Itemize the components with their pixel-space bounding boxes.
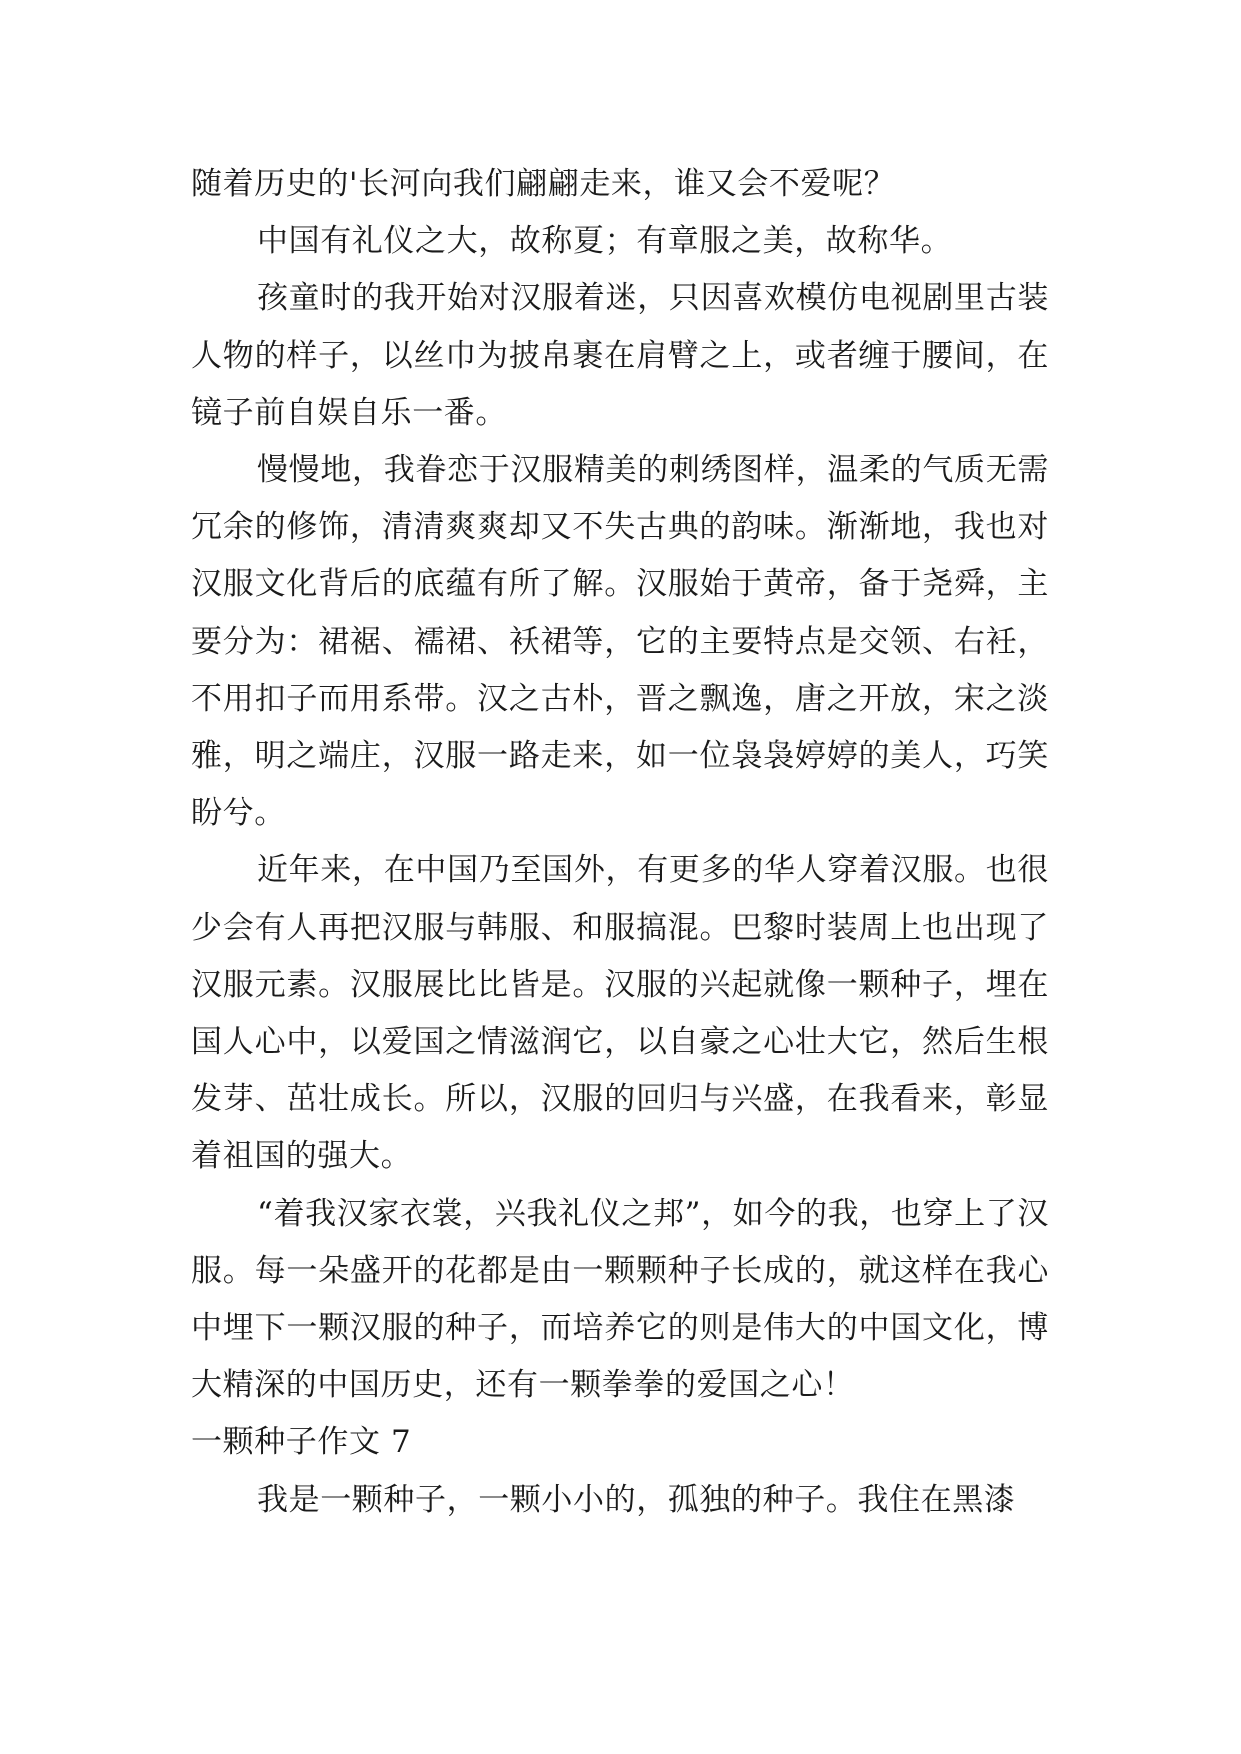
document-body — [191, 156, 1049, 1529]
paragraph-3: 孩童时的我开始对汉服着迷，只因喜欢模仿电视剧里古装人物的样子，以丝巾为披帛裹在肩臂之上，或者缠于腰间，在镜子前自娱自乐一番。 — [191, 280, 1049, 431]
paragraph-2: 中国有礼仪之大，故称夏；有章服之美，故称华。 — [257, 223, 953, 260]
paragraph-6: “着我汉家衣裳，兴我礼仪之邦”，如今的我，也穿上了汉服。每一朵盛开的花都是由一颗颗种子长成的，就这样在我心中埋下一颗汉服的种子，而培养它的则是伟大的中国文化，博大精深的中国历史，还有一颗拳拳的爱国之心！ — [191, 1195, 1049, 1404]
closing-paragraph: 我是一颗种子，一颗小小的，孤独的种子。我住在黑漆 — [257, 1481, 1016, 1518]
paragraph-4: 慢慢地，我眷恋于汉服精美的刺绣图样，温柔的气质无需冗余的修饰，清清爽爽却又不失古典的韵味。渐渐地，我也对汉服文化背后的底蕴有所了解。汉服始于黄帝，备于尧舜，主要分为：裙裾、襦裙、袄裙等，它的主要特点是交领、右衽，不用扣子而用系带。汉之古朴，晋之飘逸，唐之开放，宋之淡雅，明之端庄，汉服一路走来，如一位袅袅婷婷的美人，巧笑盼兮。 — [191, 452, 1049, 832]
paragraph-5: 近年来，在中国乃至国外，有更多的华人穿着汉服。也很少会有人再把汉服与韩服、和服搞混。巴黎时装周上也出现了汉服元素。汉服展比比皆是。汉服的兴起就像一颗种子，埋在国人心中，以爱国之情滋润它，以自豪之心壮大它，然后生根发芽、茁壮成长。所以，汉服的回归与兴盛，在我看来，彰显着祖国的强大。 — [191, 852, 1049, 1175]
section-heading: 一颗种子作文 7 — [191, 1424, 412, 1461]
paragraph-1: 随着历史的'长河向我们翩翩走来，谁又会不爱呢？ — [191, 166, 896, 202]
